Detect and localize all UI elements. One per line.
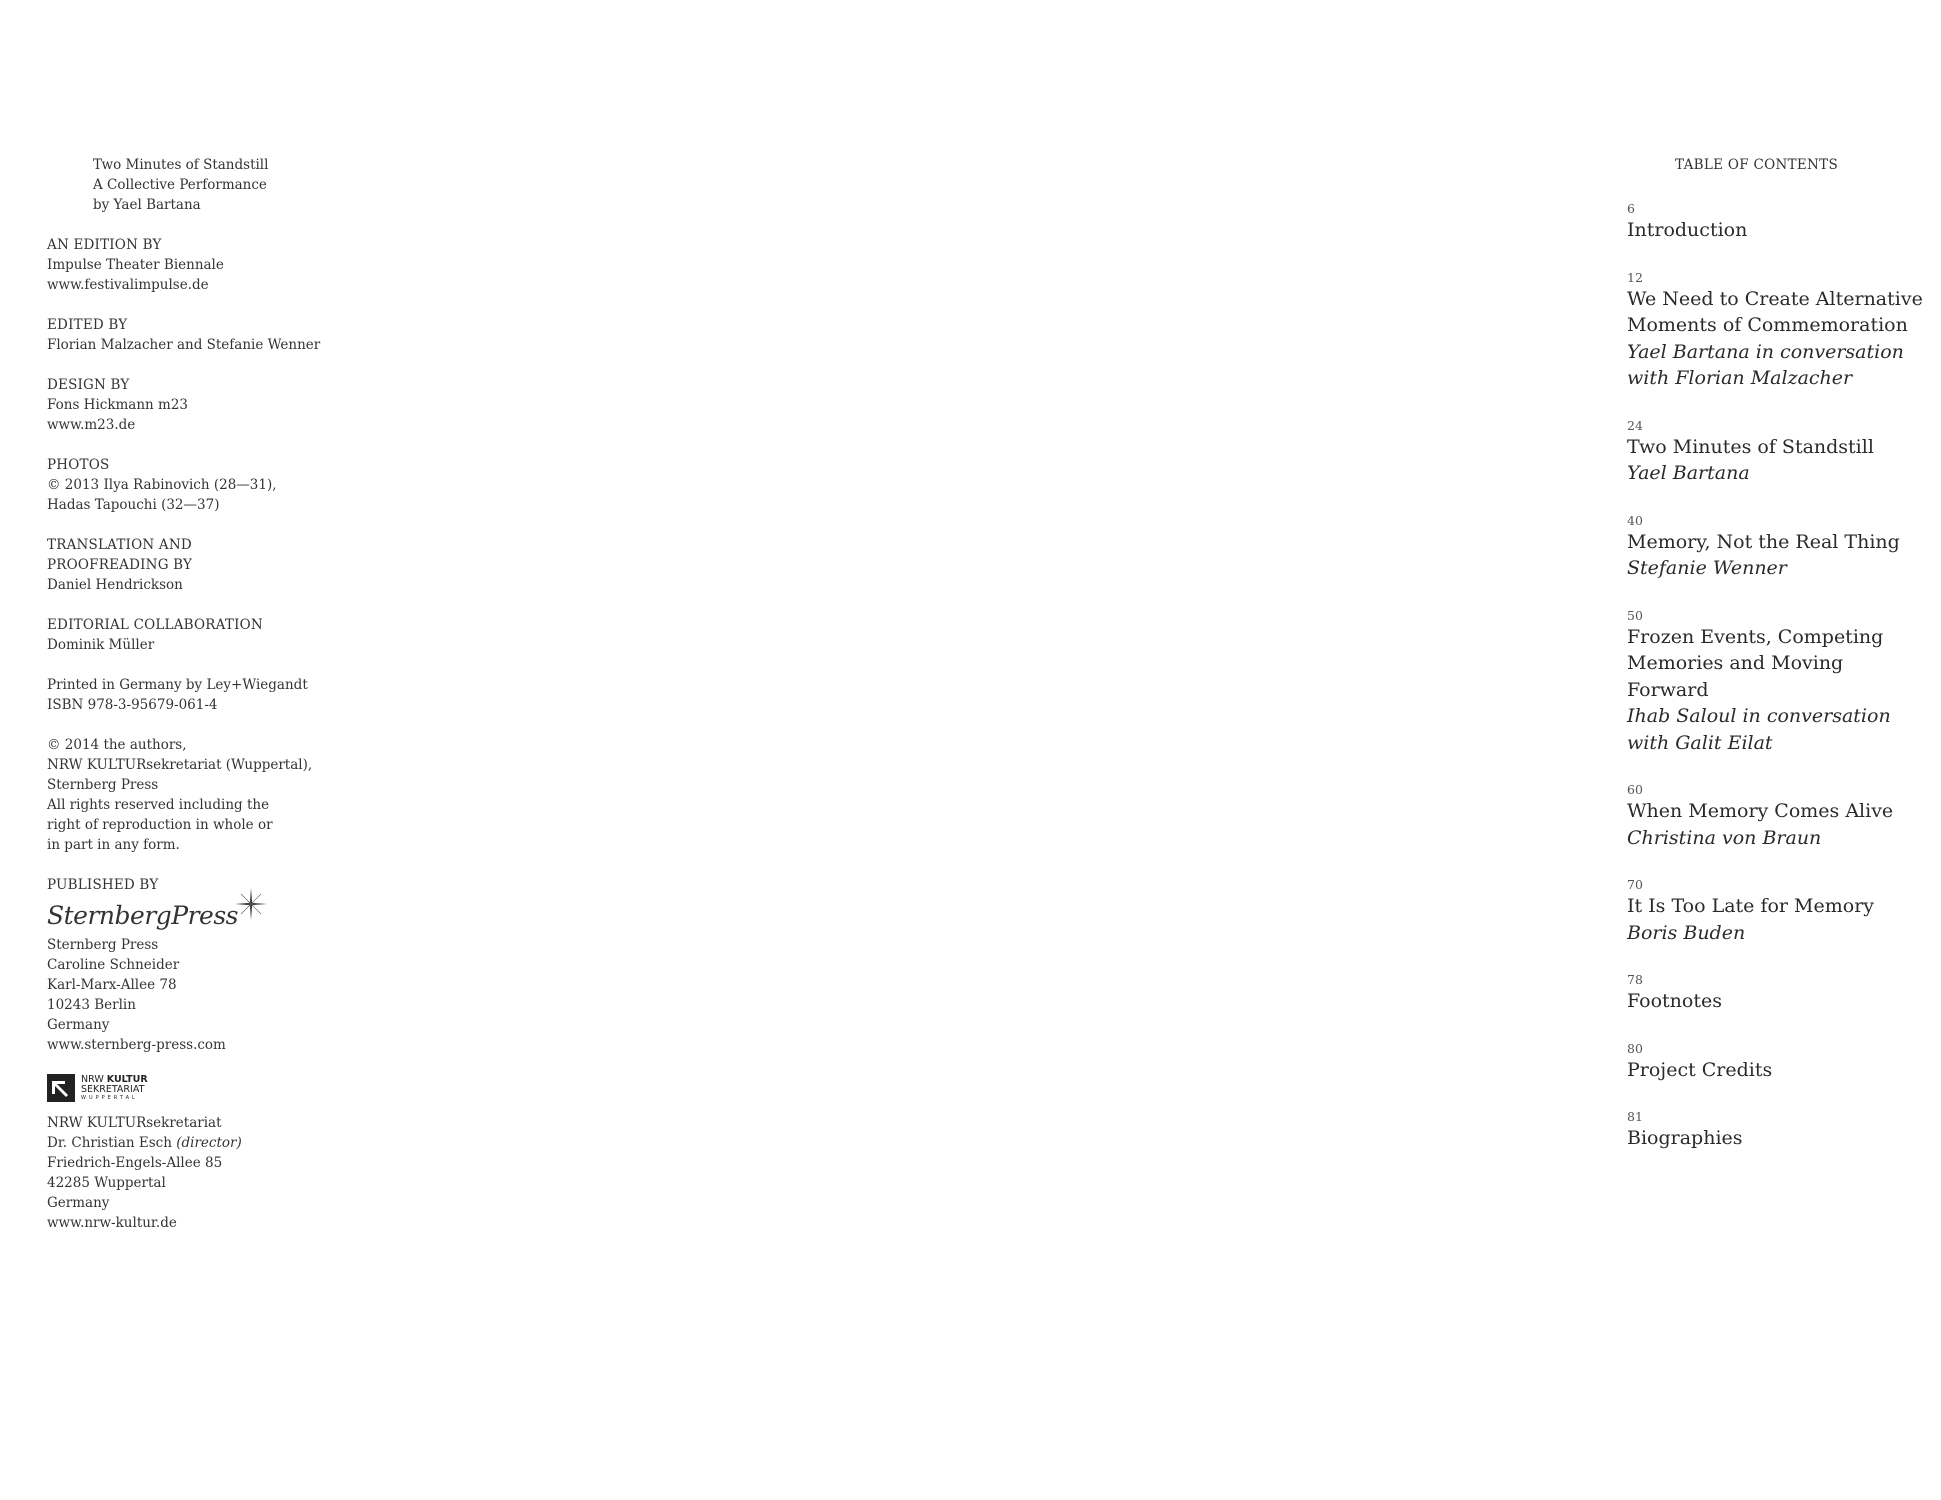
rights-line-1: © 2014 the authors, [47,737,187,753]
edition-url[interactable]: www.festivalimpulse.de [47,277,209,293]
toc-heading: TABLE OF CONTENTS [1675,157,1839,173]
toc-page-number: 81 [1627,1109,1643,1124]
toc-author-line: Yael Bartana in conversation [1627,340,1904,363]
photos-credit-2: Hadas Tapouchi (32—37) [47,497,220,513]
book-author: by Yael Bartana [93,197,201,213]
designer: Fons Hickmann m23 [47,397,189,413]
nrw-kultur-wordmark [81,1075,148,1101]
toc-page-number: 50 [1627,607,1643,623]
designer-url[interactable]: www.m23.de [47,417,136,433]
toc-entry[interactable] [1627,270,1927,392]
rights-line-4: All rights reserved including the [47,797,270,813]
nrw-director [47,1133,367,1153]
toc-entry[interactable] [1627,1041,1927,1084]
toc-title-line: Memories and Moving Forward [1627,652,1844,701]
toc-author-line: Ihab Saloul in conversation [1627,705,1891,727]
toc-title-line: Moments of Commemoration [1627,314,1908,336]
nrw-logo-kultur: KULTUR [106,1074,148,1085]
toc-page-number: 24 [1627,417,1643,433]
photos-credit-1: © 2013 Ilya Rabinovich (28—31), [47,477,277,493]
toc-author-line: with Galit Eilat [1627,731,1773,754]
toc-title-line: When Memory Comes Alive [1627,800,1894,822]
nrw-kultur-logo [47,1073,367,1103]
nrw-url[interactable]: www.nrw-kultur.de [47,1215,177,1231]
collab-section [47,615,367,655]
nrw-name: NRW KULTURsekretariat [47,1115,222,1131]
toc-entry[interactable] [1627,1109,1927,1152]
publisher-contact: Caroline Schneider [47,957,180,973]
published-section [47,875,367,1055]
collab-heading: EDITORIAL COLLABORATION [47,617,263,633]
toc-title-line: Project Credits [1627,1058,1773,1081]
toc-entry[interactable] [1627,972,1927,1015]
editors: Florian Malzacher and Stefanie Wenner [47,337,321,353]
translation-heading-1: TRANSLATION AND [47,537,192,553]
publisher-city: 10243 Berlin [47,997,136,1013]
rights-section [47,735,367,855]
toc-author-line: with Florian Malzacher [1627,367,1853,389]
toc-title-line: We Need to Create Alternative [1627,287,1923,310]
nrw-director-name: Dr. Christian Esch [47,1135,177,1151]
publisher-country: Germany [47,1017,110,1033]
design-section [47,375,367,435]
published-heading: PUBLISHED BY [47,877,159,893]
toc-page-number: 78 [1627,972,1643,987]
toc-entry[interactable] [1627,513,1927,582]
toc-entry[interactable] [1627,608,1927,757]
book-title-block [93,155,367,215]
toc-author-line: Boris Buden [1627,921,1746,944]
toc-author-line: Christina von Braun [1627,826,1822,849]
toc-title-line: It Is Too Late for Memory [1627,895,1875,917]
star-icon [234,887,268,921]
rights-line-6: in part in any form. [47,837,180,853]
edited-section [47,315,367,355]
toc-page-number: 60 [1627,782,1643,797]
rights-line-5: right of reproduction in whole or [47,817,273,833]
toc-list [1627,201,1927,1152]
toc-entry[interactable] [1627,418,1927,487]
toc-page-number: 40 [1627,512,1643,528]
translation-heading-2: PROOFREADING BY [47,557,193,573]
toc-page-number: 6 [1627,201,1635,216]
toc-title-line: Memory, Not the Real Thing [1627,530,1900,553]
toc-entry[interactable] [1627,877,1927,946]
nrw-director-role: (director) [176,1135,242,1151]
nrw-city: 42285 Wuppertal [47,1175,166,1191]
publisher-name: Sternberg Press [47,937,159,953]
toc-title-line: Introduction [1627,219,1748,241]
publisher-url[interactable]: www.sternberg-press.com [47,1037,226,1053]
toc-page-number: 80 [1627,1040,1643,1056]
toc-author-line: Yael Bartana [1627,462,1750,484]
sternberg-press-wordmark: SternbergPress [47,901,238,930]
edition-section [47,235,367,295]
toc-entry[interactable] [1627,201,1927,244]
design-heading: DESIGN BY [47,377,130,393]
nrw-country: Germany [47,1195,110,1211]
edition-heading: AN EDITION BY [47,237,162,253]
book-title: Two Minutes of Standstill [93,157,269,173]
nrw-logo-wuppertal: WUPPERTAL [81,1095,138,1101]
sternberg-press-logo [47,897,367,931]
translator: Daniel Hendrickson [47,577,183,593]
photos-heading: PHOTOS [47,457,110,473]
toc-title-line: Two Minutes of Standstill [1627,435,1874,458]
translation-section [47,535,367,595]
book-subtitle: A Collective Performance [93,177,267,193]
nrw-arrow-icon [47,1074,75,1102]
toc-title-line: Biographies [1627,1127,1743,1149]
nrw-logo-sekretariat: SEKRETARIAT [81,1084,145,1095]
isbn: ISBN 978-3-95679-061-4 [47,697,218,713]
collaborator: Dominik Müller [47,637,155,653]
printed-section [47,675,367,715]
rights-line-3: Sternberg Press [47,777,159,793]
toc-page-number: 12 [1627,269,1643,285]
printer: Printed in Germany by Ley+Wiegandt [47,677,308,693]
publisher-street: Karl-Marx-Allee 78 [47,977,177,993]
toc-author-line: Stefanie Wenner [1627,557,1787,579]
nrw-street: Friedrich-Engels-Allee 85 [47,1155,223,1171]
nrw-logo-nrw: NRW [81,1074,107,1085]
toc-title-line: Footnotes [1627,990,1722,1012]
nrw-section [47,1073,367,1233]
rights-line-2: NRW KULTURsekretariat (Wuppertal), [47,757,313,773]
table-of-contents [1627,155,1927,1178]
toc-page-number: 70 [1627,877,1643,892]
imprint-column [47,155,367,1253]
edited-heading: EDITED BY [47,317,128,333]
photos-section [47,455,367,515]
toc-entry[interactable] [1627,782,1927,851]
toc-title-line: Frozen Events, Competing [1627,625,1884,648]
edition-name: Impulse Theater Biennale [47,257,224,273]
